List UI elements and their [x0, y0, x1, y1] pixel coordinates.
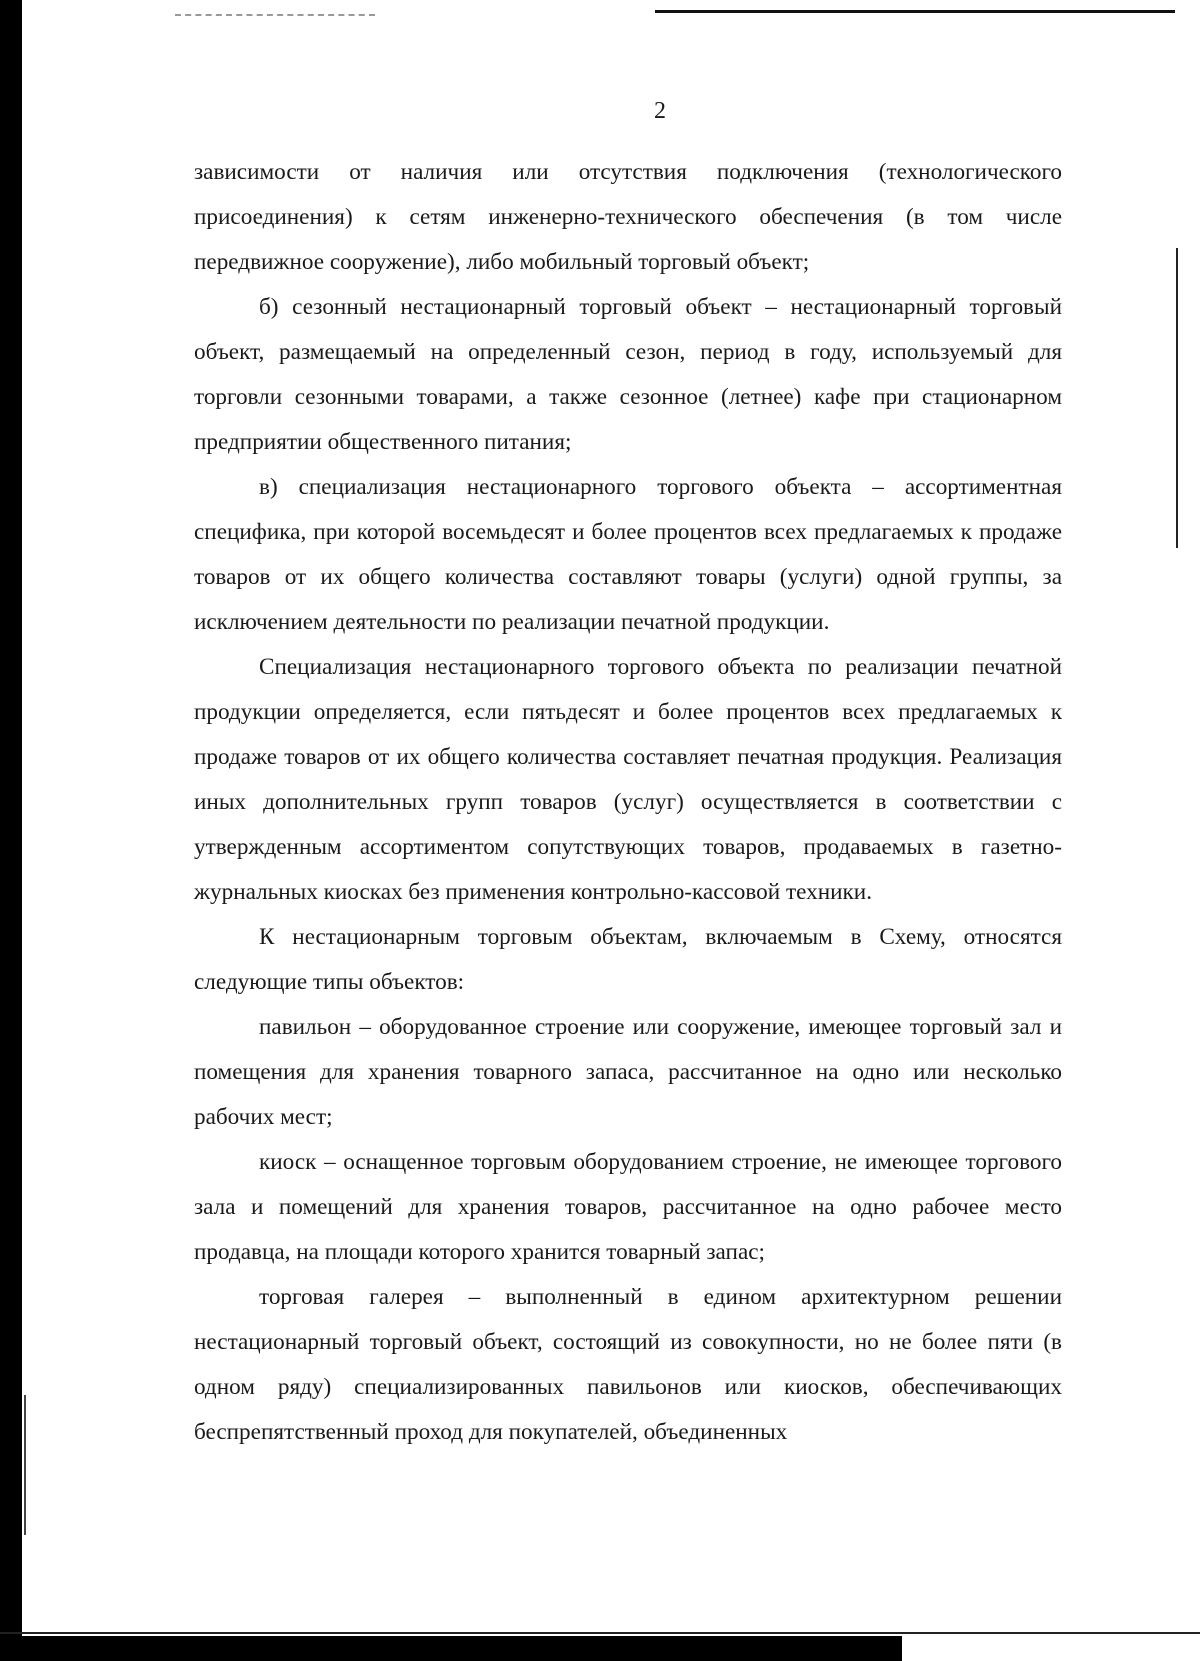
- paragraph-kiosk: киоск – оснащенное торговым оборудованием строение, не имеющее торгового зала и помещений для хранения товаров, рассчитанное на одно рабочее место продавца, на площади которого хранится товарный запас;: [194, 1149, 1062, 1265]
- document-body: [194, 150, 1062, 1455]
- scan-bottom-line: [0, 1632, 1200, 1634]
- scan-left-mark: [24, 1395, 26, 1535]
- paragraph-trade-gallery: торговая галерея – выполненный в едином архитектурном решении нестационарный торговый объект, состоящий из совокупности, но не более пяти (в одном ряду) специализированных павильонов или киосков, обеспечивающих беспрепятственный проход для покупателей, объединенных: [194, 1284, 1062, 1445]
- scan-left-edge: [0, 0, 22, 1661]
- paragraph-seasonal-object: б) сезонный нестационарный торговый объект – нестационарный торговый объект, размещаемый на определенный сезон, период в году, используемый для торговли сезонными товарами, а также сезонное (летнее) кафе при стационарном предприятии общественного питания;: [194, 294, 1062, 455]
- paragraph-object-types: К нестационарным торговым объектам, включаемым в Схему, относятся следующие типы объектов:: [194, 924, 1062, 995]
- paragraph-continuation: зависимости от наличия или отсутствия подключения (технологического присоединения) к сетям инженерно-технического обеспечения (в том числе передвижное сооружение), либо мобильный торговый объект;: [194, 159, 1062, 275]
- page-number: 2: [654, 98, 666, 124]
- paragraph-print-specialization: Специализация нестационарного торгового объекта по реализации печатной продукции определяется, если пятьдесят и более процентов всех предлагаемых к продаже товаров от их общего количества составляет печатная продукция. Реализация иных дополнительных групп товаров (услуг) осуществляется в соответствии с утвержденным ассортиментом сопутствующих товаров, продаваемых в газетно-журнальных киосках без применения контрольно-кассовой техники.: [194, 654, 1062, 905]
- scan-right-mark: [1176, 248, 1178, 548]
- paragraph-specialization: в) специализация нестационарного торгового объекта – ассортиментная специфика, при которой восемьдесят и более процентов всех предлагаемых к продаже товаров от их общего количества составляют товары (услуги) одной группы, за исключением деятельности по реализации печатной продукции.: [194, 474, 1062, 635]
- scan-top-dashes: [175, 14, 375, 16]
- scan-top-line: [655, 10, 1175, 13]
- paragraph-pavilion: павильон – оборудованное строение или сооружение, имеющее торговый зал и помещения для хранения товарного запаса, рассчитанное на одно или несколько рабочих мест;: [194, 1014, 1062, 1130]
- scan-bottom-edge: [22, 1636, 902, 1661]
